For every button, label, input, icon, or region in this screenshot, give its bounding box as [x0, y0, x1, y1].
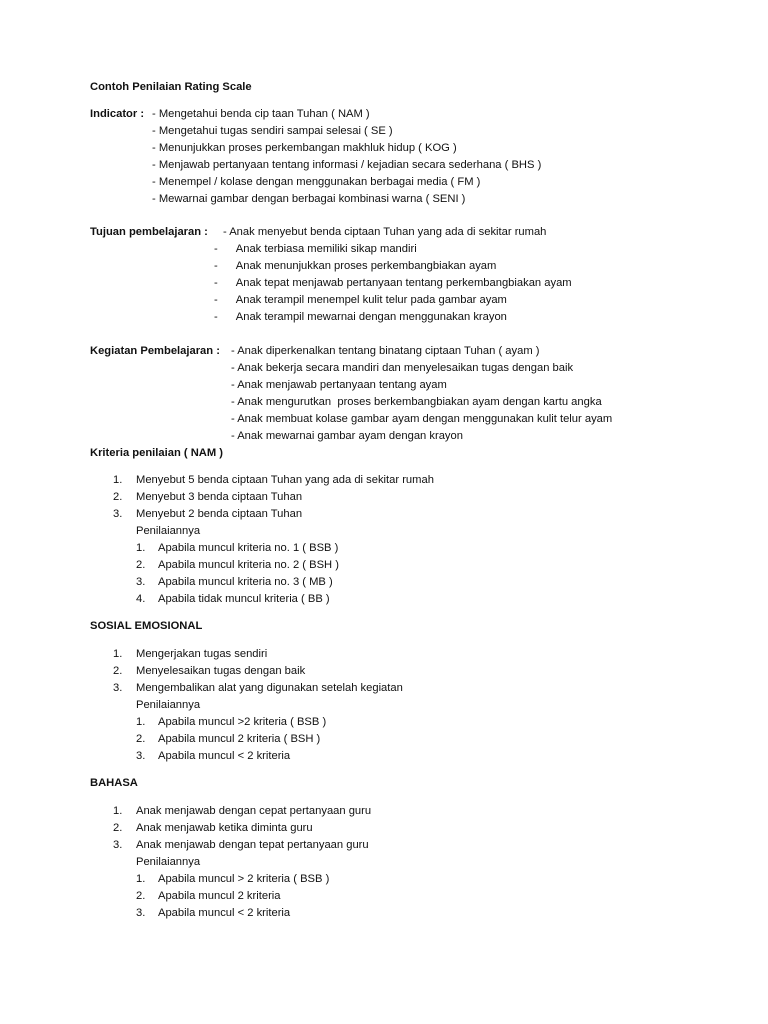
list-number: 2.: [113, 822, 123, 834]
kegiatan-item: - Anak diperkenalkan tentang binatang ciptaan Tuhan ( ayam ): [231, 345, 540, 357]
list-number: 1.: [113, 474, 123, 486]
kegiatan-item: - Anak menjawab pertanyaan tentang ayam: [231, 379, 447, 391]
list-number: 3.: [136, 907, 146, 919]
list-number: 3.: [136, 750, 146, 762]
indicator-item: - Menjawab pertanyaan tentang informasi / kejadian secara sederhana ( BHS ): [152, 159, 542, 171]
indicator-item: - Menunjukkan proses perkembangan makhluk hidup ( KOG ): [152, 142, 457, 154]
indicator-item: - Menempel / kolase dengan menggunakan berbagai media ( FM ): [152, 176, 481, 188]
list-number: 3.: [113, 508, 123, 520]
list-number: 2.: [136, 733, 146, 745]
list-number: 2.: [113, 665, 123, 677]
kegiatan-item: - Anak mewarnai gambar ayam dengan krayon: [231, 430, 463, 442]
kegiatan-item: - Anak bekerja secara mandiri dan menyelesaikan tugas dengan baik: [231, 362, 574, 374]
list-item: Anak menjawab dengan cepat pertanyaan guru: [136, 805, 372, 817]
tujuan-item: - Anak terbiasa memiliki sikap mandiri: [214, 243, 417, 255]
list-number: 3.: [113, 682, 123, 694]
list-item: Apabila muncul < 2 kriteria: [158, 907, 291, 919]
section-heading: BAHASA: [90, 777, 138, 789]
kegiatan-item: - Anak mengurutkan proses berkembangbiakan ayam dengan kartu angka: [231, 396, 602, 408]
list-item: Menyelesaikan tugas dengan baik: [136, 665, 306, 677]
indicator-item: - Mengetahui tugas sendiri sampai selesai ( SE ): [152, 125, 393, 137]
list-item: Apabila muncul > 2 kriteria ( BSB ): [158, 873, 330, 885]
penilaian-label: Penilaiannya: [136, 856, 201, 868]
kegiatan-item: - Anak membuat kolase gambar ayam dengan menggunakan kulit telur ayam: [231, 413, 613, 425]
list-item: Menyebut 2 benda ciptaan Tuhan: [136, 508, 303, 520]
list-item: Apabila tidak muncul kriteria ( BB ): [158, 593, 330, 605]
list-number: 3.: [113, 839, 123, 851]
list-item: Anak menjawab ketika diminta guru: [136, 822, 313, 834]
list-item: Apabila muncul kriteria no. 1 ( BSB ): [158, 542, 339, 554]
list-item: Apabila muncul < 2 kriteria: [158, 750, 291, 762]
tujuan-item: - Anak menunjukkan proses perkembangbiakan ayam: [214, 260, 497, 272]
list-item: Apabila muncul >2 kriteria ( BSB ): [158, 716, 327, 728]
list-number: 1.: [136, 542, 146, 554]
document-title: Contoh Penilaian Rating Scale: [90, 81, 252, 93]
list-number: 1.: [136, 716, 146, 728]
list-item: Mengembalikan alat yang digunakan setelah kegiatan: [136, 682, 403, 694]
list-item: Mengerjakan tugas sendiri: [136, 648, 268, 660]
list-item: Apabila muncul 2 kriteria ( BSH ): [158, 733, 321, 745]
list-number: 4.: [136, 593, 146, 605]
section-heading: Kriteria penilaian ( NAM ): [90, 447, 224, 459]
list-number: 1.: [136, 873, 146, 885]
penilaian-label: Penilaiannya: [136, 525, 201, 537]
list-number: 2.: [113, 491, 123, 503]
indicator-item: - Mengetahui benda cip taan Tuhan ( NAM ): [152, 108, 370, 120]
list-number: 1.: [113, 648, 123, 660]
list-number: 2.: [136, 890, 146, 902]
tujuan-item: - Anak terampil menempel kulit telur pada gambar ayam: [214, 294, 507, 306]
list-number: 1.: [113, 805, 123, 817]
list-item: Apabila muncul kriteria no. 3 ( MB ): [158, 576, 333, 588]
list-item: Apabila muncul 2 kriteria: [158, 890, 281, 902]
list-item: Menyebut 5 benda ciptaan Tuhan yang ada di sekitar rumah: [136, 474, 434, 486]
penilaian-label: Penilaiannya: [136, 699, 201, 711]
indicator-label: Indicator :: [90, 108, 145, 120]
indicator-item: - Mewarnai gambar dengan berbagai kombinasi warna ( SENI ): [152, 193, 466, 205]
list-item: Apabila muncul kriteria no. 2 ( BSH ): [158, 559, 339, 571]
kegiatan-label: Kegiatan Pembelajaran :: [90, 345, 220, 357]
list-number: 2.: [136, 559, 146, 571]
tujuan-label: Tujuan pembelajaran :: [90, 226, 208, 238]
tujuan-item: - Anak terampil mewarnai dengan menggunakan krayon: [214, 311, 507, 323]
list-number: 3.: [136, 576, 146, 588]
list-item: Anak menjawab dengan tepat pertanyaan guru: [136, 839, 369, 851]
list-item: Menyebut 3 benda ciptaan Tuhan: [136, 491, 303, 503]
tujuan-item: - Anak menyebut benda ciptaan Tuhan yang ada di sekitar rumah: [223, 226, 547, 238]
tujuan-item: - Anak tepat menjawab pertanyaan tentang perkembangbiakan ayam: [214, 277, 572, 289]
section-heading: SOSIAL EMOSIONAL: [90, 620, 203, 632]
